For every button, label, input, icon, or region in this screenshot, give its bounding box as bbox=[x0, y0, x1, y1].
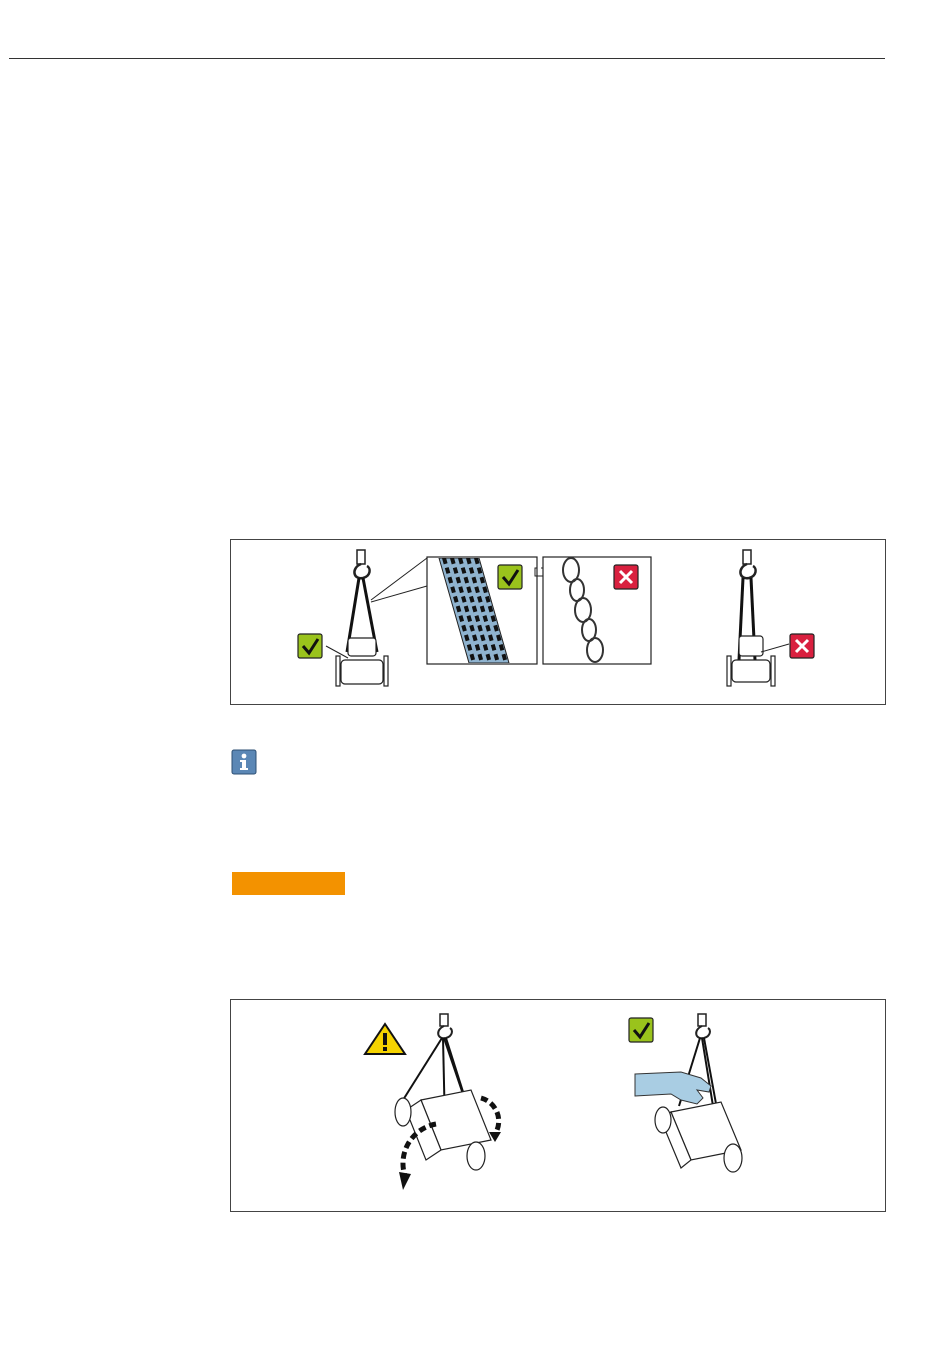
lifting-slings-illustration bbox=[231, 540, 885, 704]
figure-rotating-hazard bbox=[230, 999, 886, 1212]
rotating-hazard-illustration bbox=[231, 1000, 885, 1211]
info-icon bbox=[231, 749, 257, 775]
cross-icon bbox=[614, 565, 638, 589]
cross-icon bbox=[790, 634, 814, 658]
check-icon bbox=[298, 634, 322, 658]
chain-detail bbox=[543, 557, 651, 664]
lifting-sling-correct bbox=[298, 550, 427, 686]
sling-around-housing bbox=[727, 550, 814, 686]
device-rotating-hazard bbox=[365, 1014, 501, 1190]
check-icon bbox=[629, 1018, 653, 1042]
warning-signal-bar bbox=[232, 872, 345, 895]
textile-strap-detail bbox=[427, 557, 537, 664]
figure-lifting-slings bbox=[230, 539, 886, 705]
hand-icon bbox=[635, 1072, 711, 1104]
header-rule bbox=[9, 58, 885, 59]
device-hand-secured bbox=[629, 1014, 742, 1172]
check-icon bbox=[498, 565, 522, 589]
warning-triangle-icon bbox=[365, 1024, 405, 1054]
